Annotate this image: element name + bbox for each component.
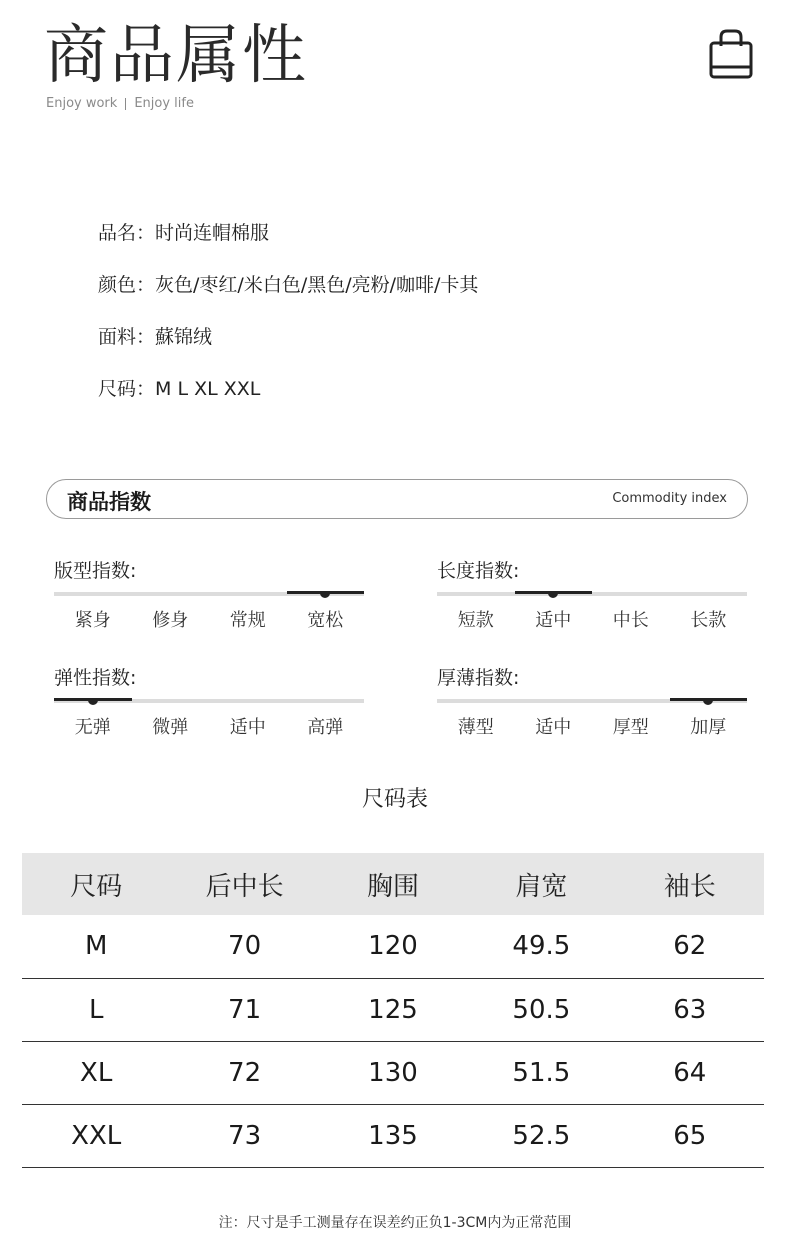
index-label: 弹性指数:: [54, 667, 137, 689]
table-row: [22, 1104, 764, 1167]
attribute-row-size: [98, 376, 478, 428]
index-option: 修身: [152, 610, 189, 631]
index-option: 厚型: [612, 717, 649, 738]
attribute-key: 品名：: [98, 222, 156, 244]
attribute-row-color: [98, 272, 478, 324]
fit-index: [54, 556, 364, 632]
table-row: [22, 915, 764, 978]
table-cell: 49.5: [467, 915, 615, 978]
index-marker: [548, 592, 558, 598]
table-cell: 135: [319, 1104, 467, 1167]
attribute-value: 蘇锦绒: [155, 326, 213, 348]
table-row: [22, 978, 764, 1041]
index-option: 薄型: [457, 717, 494, 738]
index-marker: [88, 699, 98, 705]
table-cell: 51.5: [467, 1041, 615, 1104]
column-header-sleeve: 袖长: [616, 853, 764, 915]
table-cell: 71: [170, 978, 318, 1041]
index-label: 长度指数:: [437, 560, 520, 582]
shopping-bag-icon: [708, 28, 754, 80]
table-cell: 50.5: [467, 978, 615, 1041]
table-cell: 64: [616, 1041, 764, 1104]
index-option: 适中: [229, 717, 266, 738]
length-index: [437, 556, 747, 632]
index-track: [437, 699, 747, 703]
attribute-value: 灰色/枣红/米白色/黑色/亮粉/咖啡/卡其: [155, 274, 479, 296]
table-cell: 72: [170, 1041, 318, 1104]
table-cell: 65: [616, 1104, 764, 1167]
table-cell: 52.5: [467, 1104, 615, 1167]
index-option: 适中: [535, 610, 572, 631]
attribute-list: [98, 220, 478, 428]
attribute-row-fabric: [98, 324, 478, 376]
attribute-value: M L XL XXL: [155, 378, 261, 400]
table-cell: 120: [319, 915, 467, 978]
attribute-key: 颜色：: [98, 274, 156, 296]
index-option: 中长: [612, 610, 649, 631]
index-option: 长款: [690, 610, 727, 631]
index-option: 紧身: [74, 610, 111, 631]
index-option: 适中: [535, 717, 572, 738]
size-chart-table: [22, 853, 764, 1168]
elasticity-index: [54, 663, 364, 739]
column-header-shoulder: 肩宽: [467, 853, 615, 915]
commodity-index-header: [46, 479, 748, 519]
table-cell: 125: [319, 978, 467, 1041]
commodity-index-subtitle: Commodity index: [612, 491, 727, 506]
subtitle-divider: [125, 98, 126, 110]
size-chart-title: 尺码表: [361, 787, 428, 812]
index-track: [54, 592, 364, 596]
thickness-index: [437, 663, 747, 739]
attribute-key: 面料：: [98, 326, 156, 348]
column-header-size: 尺码: [22, 853, 170, 915]
table-cell: XL: [22, 1041, 170, 1104]
page-title: 商品属性: [44, 19, 308, 93]
table-cell: 73: [170, 1104, 318, 1167]
commodity-index-title: 商品指数: [67, 490, 151, 514]
table-cell: XXL: [22, 1104, 170, 1167]
index-marker: [320, 592, 330, 598]
index-option: 无弹: [74, 717, 111, 738]
table-cell: L: [22, 978, 170, 1041]
table-cell: M: [22, 915, 170, 978]
subtitle-enjoy-life: Enjoy life: [134, 96, 194, 111]
index-option: 宽松: [307, 610, 344, 631]
index-marker: [703, 699, 713, 705]
index-option: 加厚: [690, 717, 727, 738]
table-cell: 62: [616, 915, 764, 978]
table-header-row: [22, 853, 764, 915]
index-label: 厚薄指数:: [437, 667, 520, 689]
index-option: 高弹: [307, 717, 344, 738]
index-label: 版型指数:: [54, 560, 137, 582]
subtitle-enjoy-work: Enjoy work: [46, 96, 118, 111]
index-option: 常规: [229, 610, 266, 631]
index-track: [437, 592, 747, 596]
attribute-key: 尺码：: [98, 378, 156, 400]
table-row: [22, 1041, 764, 1104]
column-header-chest: 胸围: [319, 853, 467, 915]
attribute-row-name: [98, 220, 478, 272]
measurement-note: 注：尺寸是手工测量存在误差约正负1-3CM内为正常范围: [218, 1215, 572, 1231]
column-header-back-length: 后中长: [170, 853, 318, 915]
index-option: 短款: [457, 610, 494, 631]
table-cell: 130: [319, 1041, 467, 1104]
table-cell: 70: [170, 915, 318, 978]
table-cell: 63: [616, 978, 764, 1041]
page-subtitle: [46, 96, 194, 111]
index-option: 微弹: [152, 717, 189, 738]
index-track: [54, 699, 364, 703]
attribute-value: 时尚连帽棉服: [155, 222, 270, 244]
